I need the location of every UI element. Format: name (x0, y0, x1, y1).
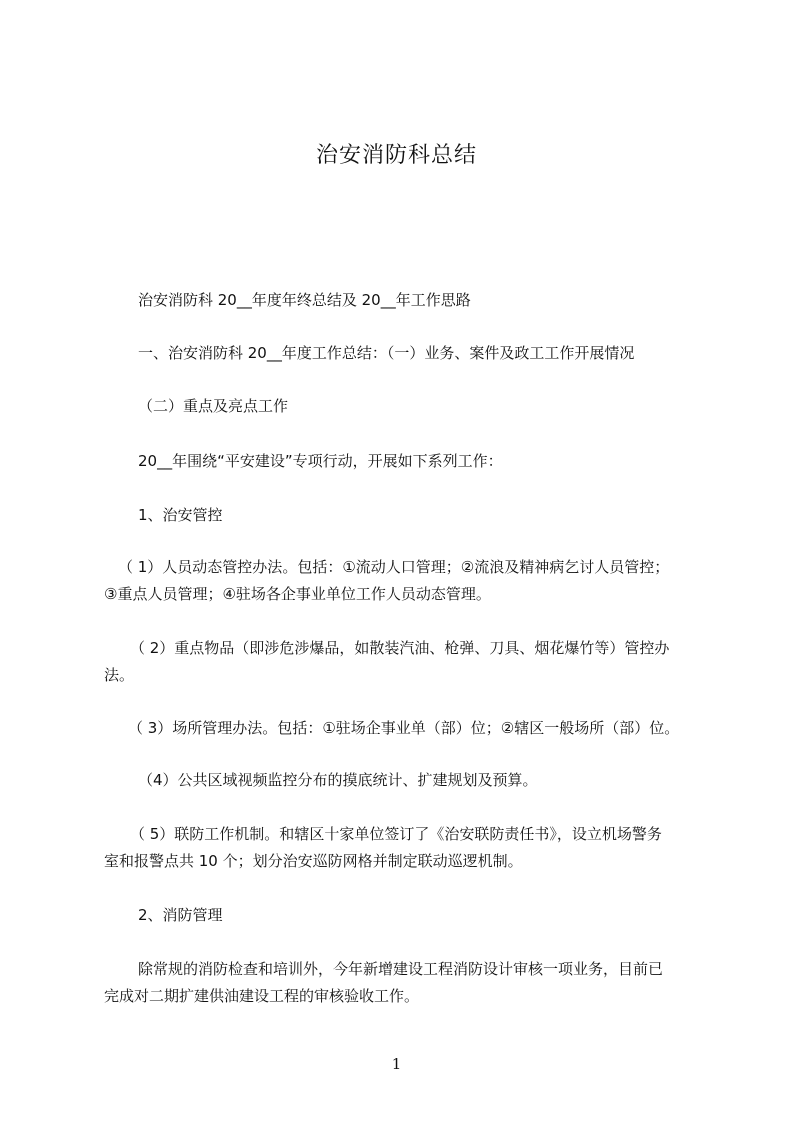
paragraph-line: 20__年围绕“平安建设”专项行动，开展如下系列工作： (138, 452, 503, 470)
paragraph-line: 完成对二期扩建供油建设工程的审核验收工作。 (104, 987, 420, 1005)
document-title: 治安消防科总结 (315, 143, 477, 168)
paragraph-line: （ 1）人员动态管控办法。包括：①流动人口管理；②流浪及精神病乞讨人员管控； (118, 558, 670, 576)
paragraph-line: 法。 (104, 666, 135, 684)
paragraph-line: （ 5）联防工作机制。和辖区十家单位签订了《治安联防责任书》，设立机场警务 (130, 825, 662, 843)
paragraph-line: ③重点人员管理；④驻场各企事业单位工作人员动态管理。 (104, 585, 491, 603)
paragraph-line: 治安消防科 20__年度年终总结及 20__年工作思路 (138, 291, 471, 309)
paragraph-line: （4）公共区域视频监控分布的摸底统计、扩建规划及预算。 (138, 771, 538, 789)
paragraph-line: 1、治安管控 (138, 506, 223, 524)
paragraph-line: 2、消防管理 (138, 906, 223, 924)
page-number: 1 (391, 1055, 402, 1073)
paragraph-line: （ 3）场所管理办法。包括：①驻场企事业单（部）位；②辖区一般场所（部）位。 (128, 719, 680, 737)
paragraph-line: 除常规的消防检查和培训外，今年新增建设工程消防设计审核一项业务，目前已 (138, 960, 664, 978)
paragraph-line: 室和报警点共 10 个；划分治安巡防网格并制定联动巡逻机制。 (104, 852, 523, 870)
paragraph-line: 一、治安消防科 20__年度工作总结：（一）业务、案件及政工工作开展情况 (138, 344, 635, 362)
paragraph-line: （二）重点及亮点工作 (138, 397, 289, 415)
paragraph-line: （ 2）重点物品（即涉危涉爆品，如散装汽油、枪弹、刀具、烟花爆竹等）管控办 (130, 639, 670, 657)
